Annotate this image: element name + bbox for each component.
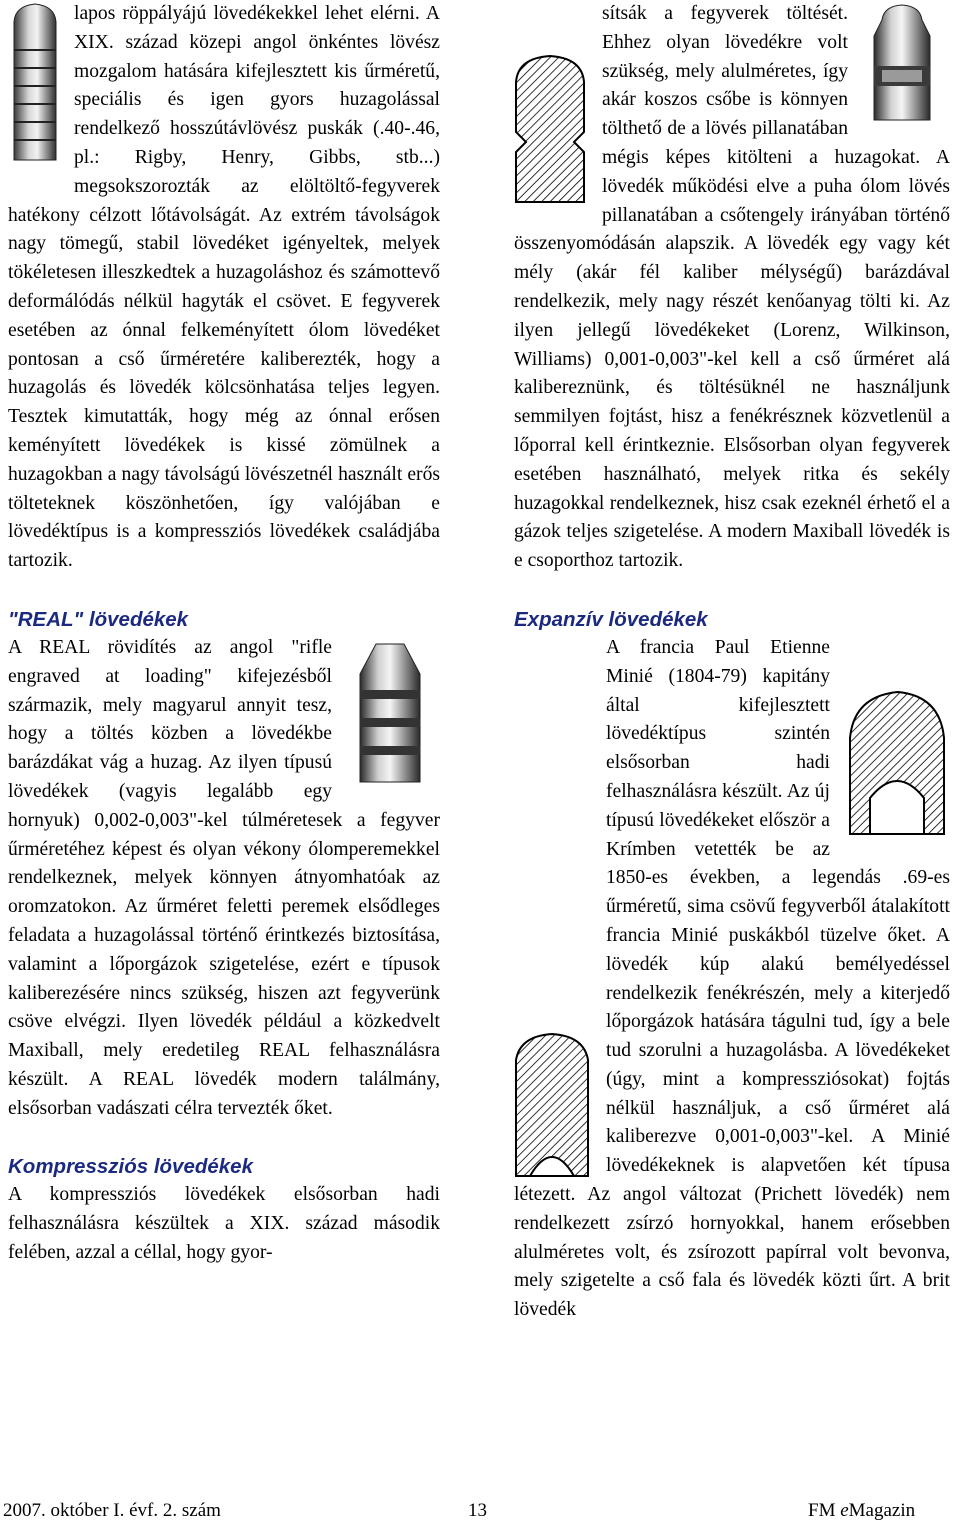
real-bullet-figure (340, 638, 440, 798)
compression-heading: Kompressziós lövedékek (8, 1155, 253, 1179)
compression-paragraph: A kompressziós lövedékek elsősorban hadi felhasználásra készültek a XIX. század második felében, azzal a céllal, hogy gyor- (8, 1184, 440, 1264)
real-paragraph: A REAL rövidítés az angol "rifle engraved at loading" kifejezésből származik, mely magyarul annyit tesz, hogy a töltés közben a lövedékbe barázdákat vág a huzag. Az ilyen típusú lövedékek (vagyis legalább egy hornyuk) 0,002-0,003"-kel túlméretesek a fegyver űrméretéhez képest és olyan vékony ólomperemekkel rendelkeznek, melyek könnyen átnyomhatóak az oromzatokon. Az űrméret feletti peremek elsődleges feladata a huzagolással történő érintkezés biztosítása, valamint a lőporgázok szigetelése, ezért e típusok kaliberezésére nincs szükség, hiszen azt fegyverünk csöve elvégzi. Ilyen lövedék például a közkedvelt Maxiball, mely eredetileg REAL felhasználásra készült. A REAL lövedék modern találmány, elsősorban vadászati célra tervezték őket. (8, 636, 440, 1119)
grooved-bullet-section-figure (504, 52, 596, 222)
compression-continuation: sítsák a fegyverek töltését. Ehhez olyan lövedékre volt szükség, mely alulméretes, így akár koszos csőbe is könnyen tölthető de a lövés pillanatában mégis képes kitölteni a huzagokat. A lövedék működési elve a puha ólom lövés pillanatában a csőtengely irányában történő összenyomódásán alapszik. A lövedék egy vagy két mély (akár fél kaliber mélységű) barázdával rendelkezik, mely nagy részét kenőanyag tölti ki. Az ilyen jellegű lövedékeket (Lorenz, Wilkinson, Williams) 0,001-0,003"-kel kell a cső űrméret alá kalibereznünk, és töltésüknél ne használjunk semmilyen fojtást, hisz a fenékrésznek közvetlenül a lőporral kell érintkeznie. Elsősorban olyan fegyverek esetében használható, melyek ritka és sekély huzagokkal rendelkeznek, hisz csak ezeknél érhető el a gázok teljes szigetelése. A modern Maxiball lövedék is e csoporthoz tartozik. (514, 0, 950, 576)
real-heading: "REAL" lövedékek (8, 607, 189, 631)
minie-hollow-base-figure (508, 1030, 600, 1180)
footer-date: 2007. október I. évf. 2. szám (3, 1500, 221, 1521)
magazine-name: FM eMagazin (808, 1500, 916, 1521)
compression-bullet-figure (854, 0, 954, 130)
page-footer (0, 1500, 960, 1531)
right-column (514, 0, 950, 1325)
expansive-paragraph: A francia Paul Etienne Minié (1804-79) kapitány által kifejlesztett lövedéktípus szintén elsősorban hadi felhasználásra készült. Az új típusú lövedékeket először a Krímben vetették be az 1850-es években, a legendás .69-es űrméretű, sima csövű fegyverből átalakított francia Minié puskákból tüzelve őket. A lövedék kúp alakú bemélyedéssel rendelkezik fenékrészén, mely a kiterjedő lőporgázok hatására tágulni tud, így a bele tud szorulni a huzagolásba. A lövedékeket (úgy, mint a kompressziósokat) fojtás nélkül használjuk, a cső űrméret alá kaliberezve 0,001-0,003"-kel. A Minié lövedékeknek is alapvetően két típusa létezett. Az angol változat (Prichett lövedék) nem rendelkezett zsírzó hornyokkal, hanem erősebben alulméretes volt, és zsírozott papírral volt bevonva, mely szigetelte a cső fala és lövedék közti űrt. A brit lövedék (514, 634, 950, 1325)
left-column (8, 0, 440, 1268)
minie-bullet-section-figure (836, 688, 958, 838)
page-number: 13 (468, 1500, 487, 1521)
expansive-heading: Expanzív lövedékek (514, 607, 708, 631)
intro-paragraph: lapos röppályájú lövedékekkel lehet elérni. A XIX. század közepi angol önkéntes lövész mozgalom hatására kifejlesztett kis űrméretű, speciális és igen gyors huzagolással rendelkező hosszútávlövész puskák (.40-.46, pl.: Rigby, Henry, Gibbs, stb...) megsokszorozták az elöltöltő-fegyverek hatékony célzott lőtávolságát. Az extrém távolságok nagy tömegű, stabil lövedéket igényeltek, melyek tökéletesen illeszkedtek a huzagoláshoz és számottevő deformálódás nélkül hagyták el csövet. E fegyverek esetében az ónnal felkeményített ólom lövedéket pontosan a cső űrméretére kaliberezték, hogy a huzagolás és lövedék kölcsönhatása teljes legyen. Tesztek kimutatták, hogy még az ónnal erősen keményített lövedékek is kissé zömülnek a huzagokban a nagy távolságú lövészetnél használt erős tölteteknek köszönhetően, így valójában e lövedéktípus is a kompressziós lövedékek családjába tartozik. (8, 0, 440, 576)
long-range-bullet-figure (0, 0, 70, 180)
